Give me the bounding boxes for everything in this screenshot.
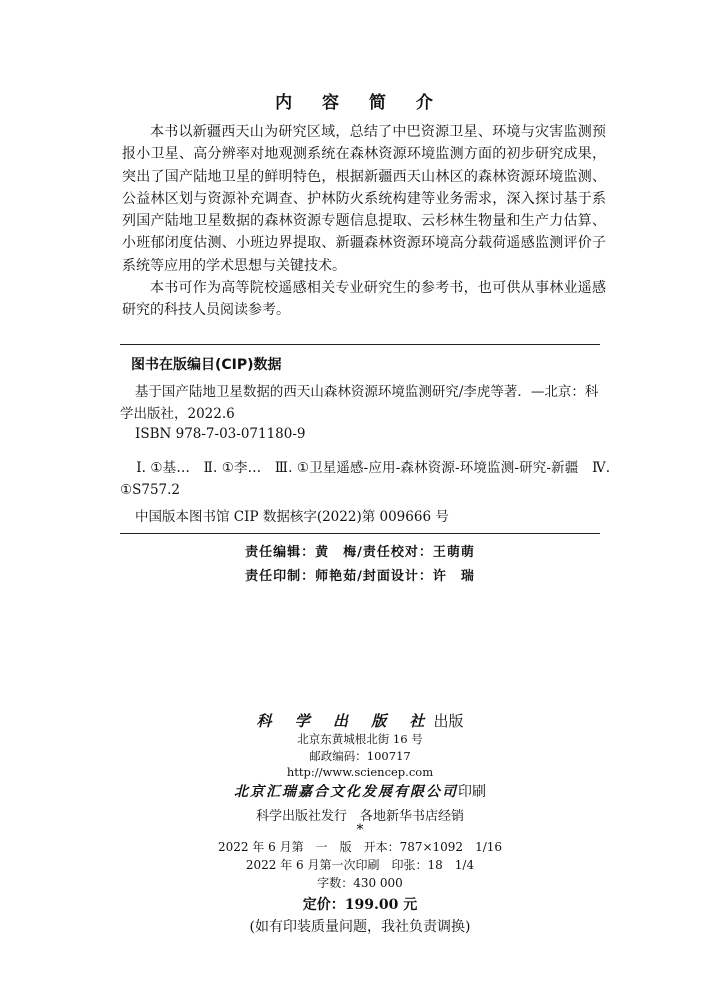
cip-cn-record: 中国版本图书馆 CIP 数据核字(2022)第 009666 号 [135,509,449,525]
printer-name: 北京汇瑞嘉合文化发展有限公司 [234,784,458,800]
print-line: 2022 年 6 月第一次印刷 印张：18 1/4 [245,858,475,872]
edition-line: 2022 年 6 月第 一 版 开本：787×1092 1/16 [217,840,503,854]
intro-paragraph-2: 本书可作为高等院校遥感相关专业研究生的参考书，也可供从事林业遥感研究的科技人员阅读参考。 [122,280,606,319]
price: 定价：199.00 元 [302,897,418,913]
separator-star: * [356,822,364,838]
editor-line-1: 责任编辑：黄 梅/责任校对：王萌萌 [245,545,475,560]
editor-line-2: 责任印制：师艳茹/封面设计：许 瑞 [245,569,475,584]
cip-heading: 图书在版编目(CIP)数据 [131,357,282,373]
publisher-name-line [0,710,720,731]
intro-paragraph-1: 本书以新疆西天山为研究区域，总结了中巴资源卫星、环境与灾害监测预报小卫星、高分辨率对地观测系统在森林资源环境监测方面的初步研究成果，突出了国产陆地卫星的鲜明特色，根据新疆西天山林区的森林资源环境监测、公益林区划与资源补充调查、护林防火系统构建等业务需求，深入探讨基于系列国产陆地卫星数据的森林资源专题信息提取、云杉林生物量和生产力估算、小班郁闭度估测、小班边界提取、新疆森林资源环境高分载荷遥感监测评价子系统等应用的学术思想与关键技术。 [122,124,606,274]
cip-classification: Ⅰ. ①基… Ⅱ. ①李… Ⅲ. ①卫星遥感-应用-森林资源-环境监测-研究-新疆 Ⅳ. ①S757.2 [120,460,610,498]
publisher-name-suffix: 出版 [433,712,464,730]
editor-credits [0,541,720,589]
publisher-address: 北京东黄城根北街 16 号 [297,732,423,746]
publisher-url: http://www.sciencep.com [286,765,434,779]
word-count: 字数：430 000 [317,876,403,890]
printer-suffix: 印刷 [458,784,486,800]
cip-top-rule [120,344,600,345]
printer-line [0,781,720,801]
introduction-text [122,121,606,322]
page-title: 内 容 简 介 [275,93,445,113]
cip-bottom-rule [120,533,600,534]
cip-isbn: ISBN 978-7-03-071180-9 [135,426,306,442]
cip-title-line: 基于国产陆地卫星数据的西天山森林资源环境监测研究/李虎等著．—北京：科学出版社，2022.6 [120,384,599,422]
publisher-name: 科 学 出 版 社 [256,712,434,730]
distribution-line: 科学出版社发行 各地新华书店经销 [255,809,464,824]
publisher-postcode: 邮政编码：100717 [309,749,411,763]
quality-note: (如有印装质量问题，我社负责调换) [249,919,471,935]
